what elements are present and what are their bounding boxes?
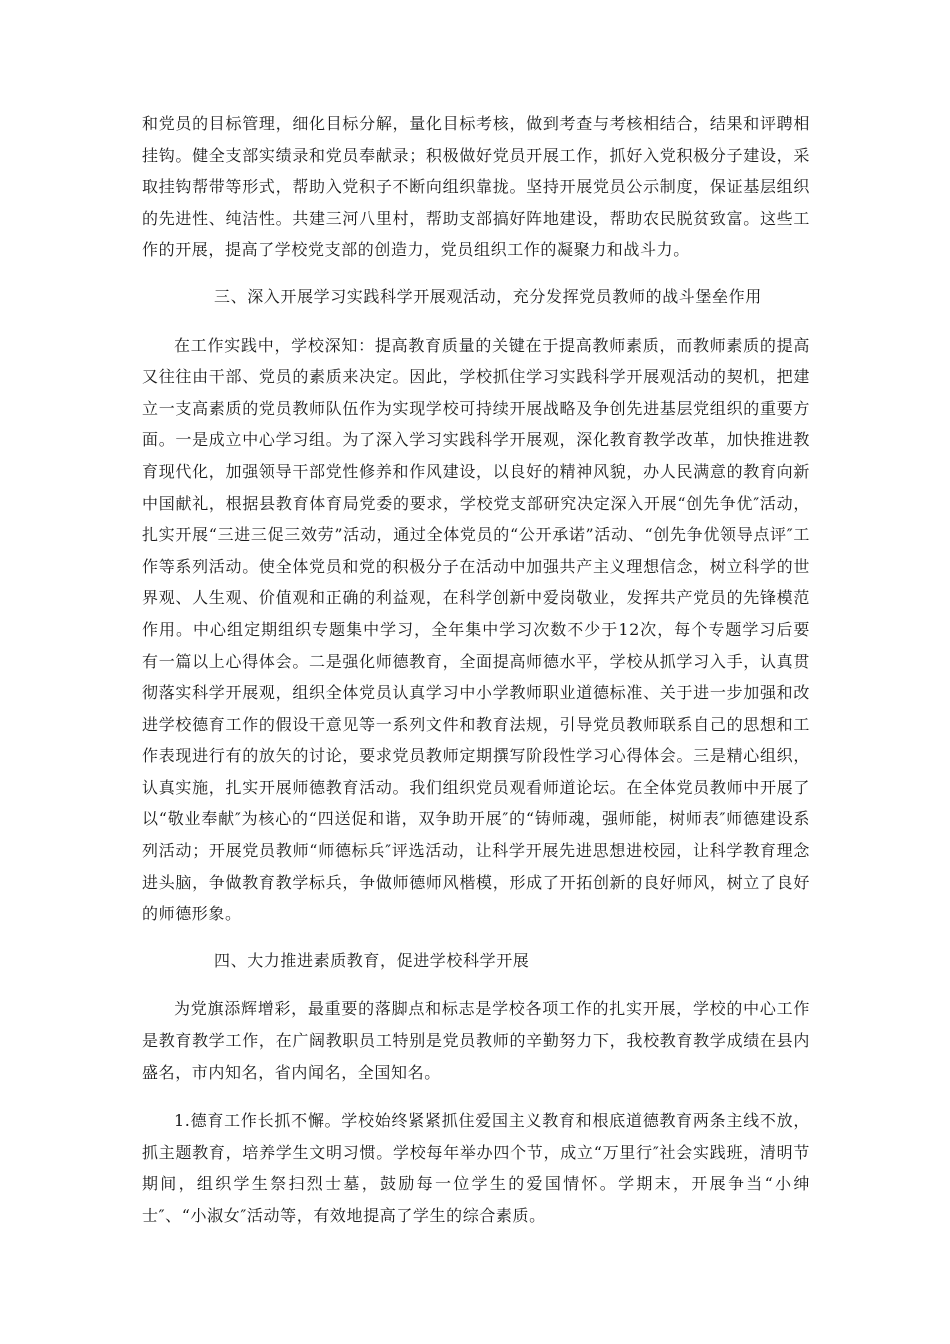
body-paragraph-1: 和党员的目标管理，细化目标分解，量化目标考核，做到考查与考核相结合，结果和评聘相挂钩。健全支部实绩录和党员奉献录；积极做好党员开展工作，抓好入党积极分子建设，采取挂钩帮带等形式，帮助入党积子不断向组织靠拢。坚持开展党员公示制度，保证基层组织的先进性、纯洁性。共建三河八里村，帮助支部搞好阵地建设，帮助农民脱贫致富。这些工作的开展，提高了学校党支部的创造力，党员组织工作的凝聚力和战斗力。	[142, 114, 810, 260]
paragraph-spacer	[142, 313, 810, 330]
body-paragraph-2: 在工作实践中，学校深知：提高教育质量的关键在于提高教师素质，而教师素质的提高又往往由干部、党员的素质来决定。因此，学校抓住学习实践科学开展观活动的契机，把建立一支高素质的党员教师队伍作为实现学校可持续开展战略及争创先进基层党组织的重要方面。一是成立中心学习组。为了深入学习实践科学开展观，深化教育教学改革，加快推进教育现代化，加强领导干部党性修养和作风建设，以良好的精神风貌，办人民满意的教育向新中国献礼，根据县教育体育局党委的要求，学校党支部研究决定深入开展“创先争优″活动，扎实开展“三进三促三效劳”活动，通过全体党员的“公开承诺”活动、“创先争优领导点评″工作等系列活动。使全体党员和党的积极分子在活动中加强共产主义理想信念，树立科学的世界观、人生观、价值观和正确的利益观，在科学创新中爱岗敬业，发挥共产党员的先锋模范作用。中心组定期组织专题集中学习，全年集中学习次数不少于12次，每个专题学习后要有一篇以上心得体会。二是强化师德教育，全面提高师德水平，学校从抓学习入手，认真贯彻落实科学开展观，组织全体党员认真学习中小学教师职业道德标准、关于进一步加强和改进学校德育工作的假设干意见等一系列文件和教育法规，引导党员教师联系自己的思想和工作表现进行有的放矢的讨论，要求党员教师定期撰写阶段性学习心得体会。三是精心组织，认真实施，扎实开展师德教育活动。我们组织党员观看师道论坛。在全体党员教师中开展了以“敬业奉献″为核心的“四送促和谐，双争助开展″的“铸师魂，强师能，树师表″师德建设系列活动；开展党员教师“师德标兵″评选活动，让科学开展先进思想进校园，让科学教育理念进头脑，争做教育教学标兵，争做师德师风楷模，形成了开拓创新的良好师风，树立了良好的师德形象。	[142, 335, 810, 924]
section-heading-4: 四、大力推进素质教育，促进学校科学开展	[214, 950, 530, 970]
paragraph-spacer	[142, 266, 810, 281]
section-heading-3: 三、深入开展学习实践科学开展观活动，充分发挥党员教师的战斗堡垒作用	[214, 286, 762, 306]
document-page	[142, 108, 810, 1232]
paragraph-spacer	[142, 1088, 810, 1105]
paragraph-spacer	[142, 930, 810, 945]
paragraph-spacer	[142, 976, 810, 993]
body-paragraph-3: 为党旗添辉增彩，最重要的落脚点和标志是学校各项工作的扎实开展，学校的中心工作是教育教学工作，在广阔教职员工特别是党员教师的辛勤努力下，我校教育教学成绩在县内盛名，市内知名，省内闻名，全国知名。	[142, 999, 810, 1082]
body-paragraph-4: 1.德育工作长抓不懈。学校始终紧紧抓住爱国主义教育和根底道德教育两条主线不放，抓主题教育，培养学生文明习惯。学校每年举办四个节，成立“万里行″社会实践班，清明节期间，组织学生祭扫烈士墓，鼓励每一位学生的爱国情怀。学期末，开展争当“小绅士″、“小淑女″活动等，有效地提高了学生的综合素质。	[142, 1111, 810, 1225]
